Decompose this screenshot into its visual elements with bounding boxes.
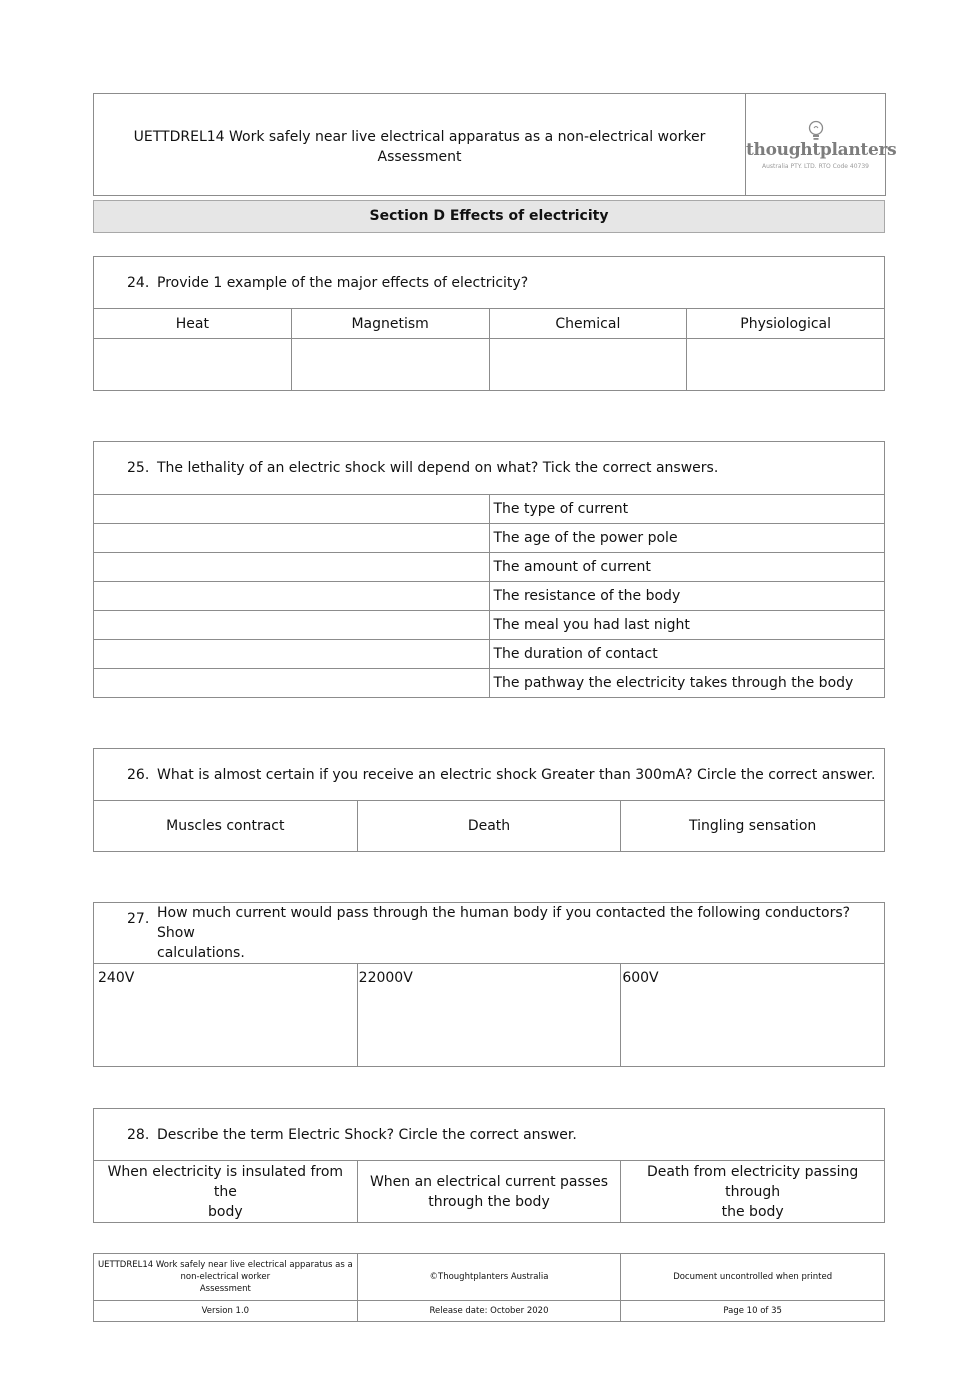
- calc-label-22000v: 22000V: [358, 970, 413, 986]
- answer-current-passes-line1: When an electrical current passes: [369, 1173, 608, 1190]
- footer-copyright: ©Thoughtplanters Australia: [357, 1254, 621, 1301]
- question-26: [93, 748, 885, 852]
- calc-cell-240v[interactable]: [94, 964, 358, 1067]
- question-25-number: 25.: [127, 460, 150, 476]
- logo-subtext: Australia PTY. LTD. RTO Code 40739: [762, 162, 869, 170]
- footer-version: Version 1.0: [94, 1301, 358, 1322]
- tick-box[interactable]: [94, 495, 490, 524]
- option-pathway-through-body: The pathway the electricity takes through the body: [489, 669, 885, 698]
- answer-current-passes[interactable]: [357, 1161, 621, 1223]
- question-24: [93, 256, 885, 391]
- footer-unit-title: [94, 1254, 358, 1301]
- question-27-header: [94, 903, 885, 964]
- footer-page-number: Page 10 of 35: [621, 1301, 885, 1322]
- answer-cell-magnetism[interactable]: [291, 339, 489, 391]
- option-age-of-power-pole: The age of the power pole: [489, 524, 885, 553]
- option-amount-of-current: The amount of current: [489, 553, 885, 582]
- answer-cell-physiological[interactable]: [687, 339, 885, 391]
- footer-control-notice: Document uncontrolled when printed: [621, 1254, 885, 1301]
- lightbulb-icon: [807, 120, 825, 142]
- header-title-line2: Assessment: [377, 148, 462, 165]
- thoughtplanters-logo: [746, 120, 897, 170]
- answer-death-line1: Death from electricity passing through: [647, 1163, 859, 1200]
- option-resistance-of-body: The resistance of the body: [489, 582, 885, 611]
- footer-release-date: Release date: October 2020: [357, 1301, 621, 1322]
- question-28-text: Describe the term Electric Shock? Circle the correct answer.: [157, 1126, 577, 1143]
- answer-tingling-sensation[interactable]: Tingling sensation: [621, 801, 885, 852]
- column-magnetism: Magnetism: [291, 309, 489, 339]
- option-duration-of-contact: The duration of contact: [489, 640, 885, 669]
- question-26-header: [94, 749, 885, 801]
- calc-label-240v: 240V: [98, 970, 135, 986]
- question-28-header: [94, 1109, 885, 1161]
- answer-muscles-contract[interactable]: Muscles contract: [94, 801, 358, 852]
- column-heat: Heat: [94, 309, 292, 339]
- logo-cell: [746, 94, 897, 196]
- question-27-text-line2: calculations.: [157, 945, 245, 961]
- logo-text: thoughtplanters: [746, 139, 897, 160]
- question-27: [93, 902, 885, 1067]
- question-25-text: The lethality of an electric shock will depend on what? Tick the correct answers.: [157, 460, 719, 476]
- question-26-number: 26.: [127, 766, 150, 783]
- answer-death-from-electricity[interactable]: [621, 1161, 885, 1223]
- answer-current-passes-line2: through the body: [428, 1193, 550, 1210]
- option-type-of-current: The type of current: [489, 495, 885, 524]
- answer-insulated[interactable]: [94, 1161, 358, 1223]
- tick-box[interactable]: [94, 669, 490, 698]
- footer-unit-line1: UETTDREL14 Work safely near live electrical apparatus as a: [97, 1260, 353, 1270]
- question-27-text-line1: How much current would pass through the human body if you contacted the following conductors? Show: [157, 905, 851, 941]
- tick-box[interactable]: [94, 611, 490, 640]
- question-28: [93, 1108, 885, 1223]
- question-24-header: [94, 257, 885, 309]
- column-physiological: Physiological: [687, 309, 885, 339]
- answer-cell-chemical[interactable]: [489, 339, 687, 391]
- footer-unit-line3: Assessment: [199, 1284, 251, 1294]
- option-meal-last-night: The meal you had last night: [489, 611, 885, 640]
- header-title-line1: UETTDREL14 Work safely near live electrical apparatus as a non-electrical worker: [133, 128, 706, 145]
- tick-box[interactable]: [94, 582, 490, 611]
- section-title: Section D Effects of electricity: [93, 200, 885, 233]
- question-28-number: 28.: [127, 1126, 150, 1143]
- question-27-number: 27.: [127, 911, 150, 927]
- column-chemical: Chemical: [489, 309, 687, 339]
- question-25: [93, 441, 885, 698]
- tick-box[interactable]: [94, 640, 490, 669]
- header-title: [94, 94, 746, 196]
- answer-insulated-line1: When electricity is insulated from the: [107, 1163, 344, 1200]
- document-header: [93, 93, 897, 196]
- question-24-text: Provide 1 example of the major effects of electricity?: [157, 274, 529, 291]
- tick-box[interactable]: [94, 553, 490, 582]
- calc-cell-600v[interactable]: [621, 964, 885, 1067]
- answer-death-line2: the body: [721, 1203, 784, 1220]
- answer-insulated-line2: body: [208, 1203, 243, 1220]
- tick-box[interactable]: [94, 524, 490, 553]
- answer-cell-heat[interactable]: [94, 339, 292, 391]
- document-footer: [93, 1253, 885, 1321]
- answer-death[interactable]: Death: [357, 801, 621, 852]
- question-25-header: [94, 442, 885, 495]
- question-26-text: What is almost certain if you receive an electric shock Greater than 300mA? Circle the correct answer.: [157, 766, 876, 783]
- footer-unit-line2: non-electrical worker: [180, 1272, 271, 1282]
- question-24-number: 24.: [127, 274, 150, 291]
- calc-cell-22000v[interactable]: [357, 964, 621, 1067]
- calc-label-600v: 600V: [622, 970, 659, 986]
